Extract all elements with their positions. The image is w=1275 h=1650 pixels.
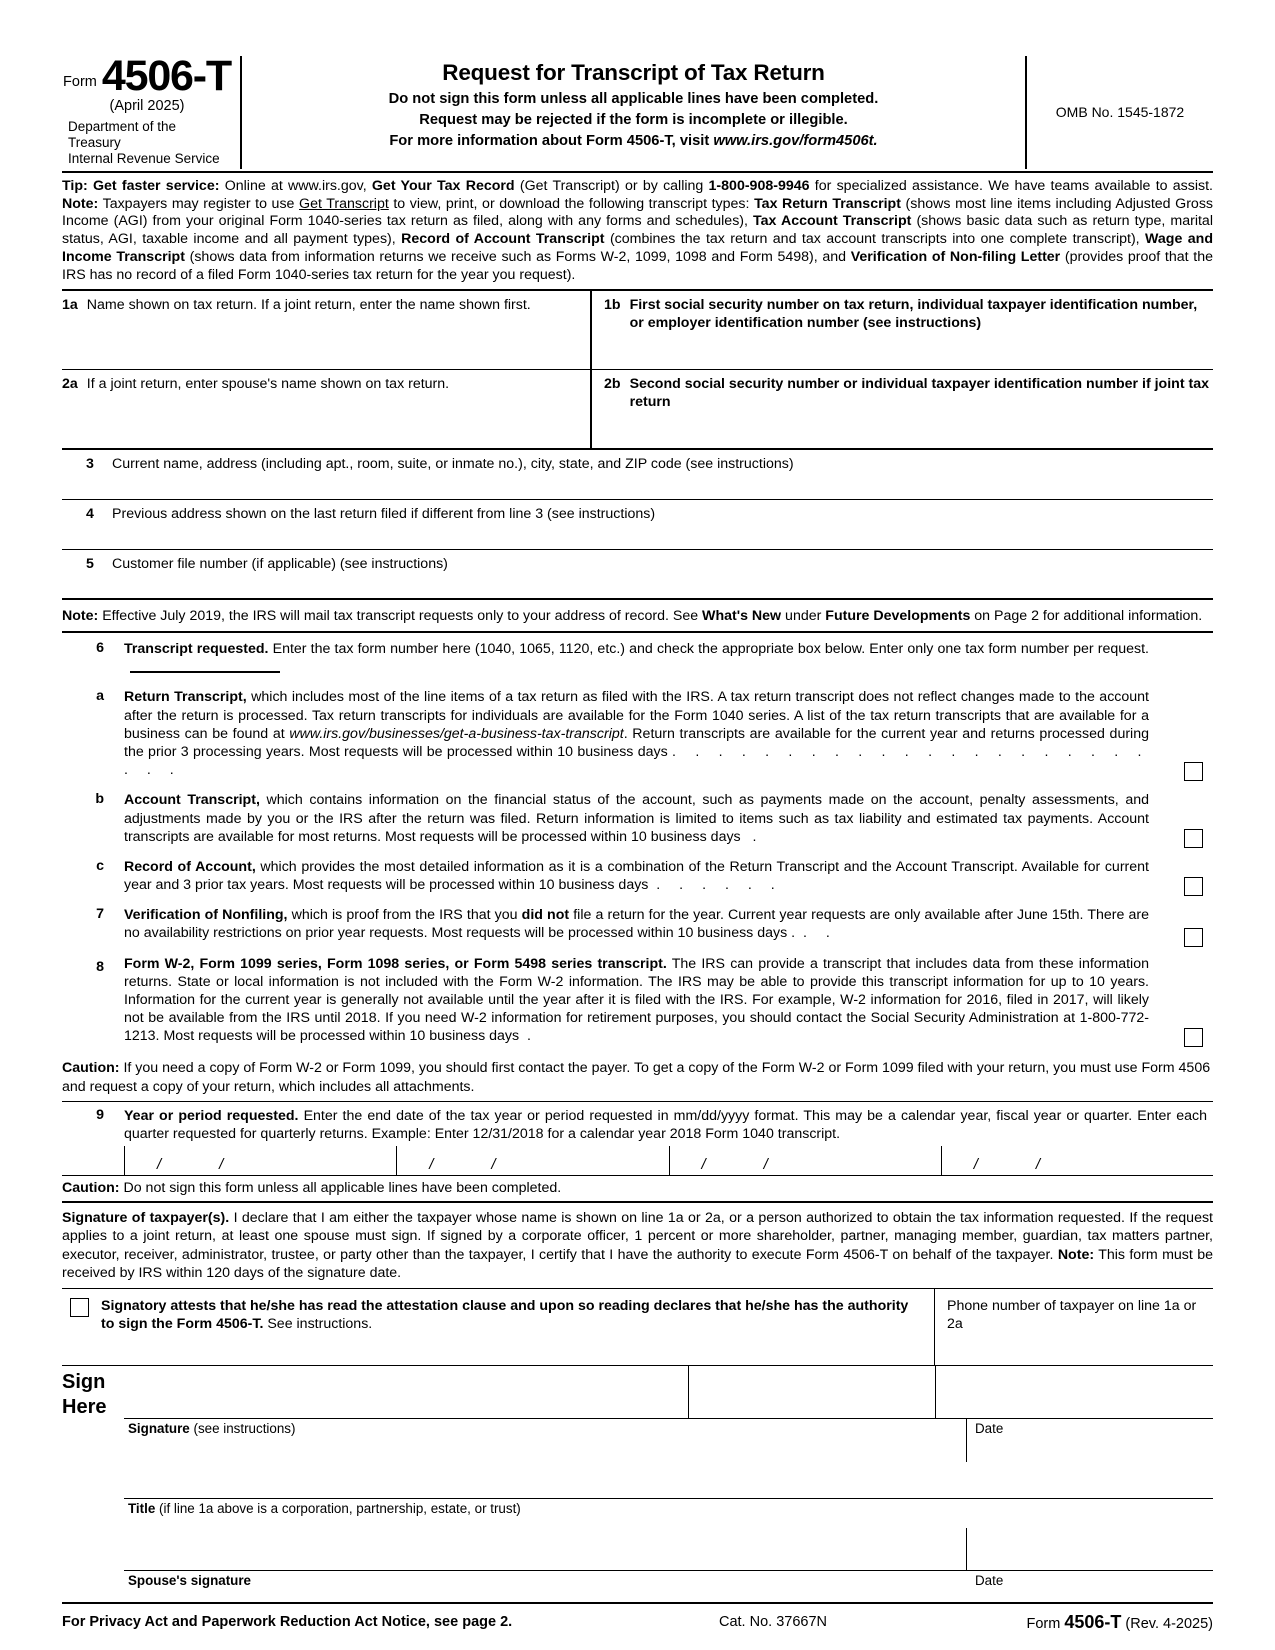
- date-slash-3b: /: [763, 1156, 768, 1174]
- get-your-tax-record-label: Get Your Tax Record: [371, 177, 515, 194]
- footer-form-number: 4506-T: [1064, 1611, 1122, 1632]
- tip-text-7: (shows basic data such as return type, marital status, AGI, taxable income and all payment types),: [62, 213, 1213, 248]
- year-period-cell-4[interactable]: [941, 1146, 1213, 1175]
- business-transcript-url[interactable]: www.irs.gov/businesses/get-a-business-tax-transcript: [289, 725, 624, 742]
- form-revision-date: (April 2025): [109, 97, 185, 114]
- title-caption-row: [124, 1498, 1213, 1528]
- note-text-3: on Page 2 for additional information.: [970, 607, 1203, 624]
- title-caption-cell: [124, 1499, 1213, 1528]
- line-1b-number: 1b: [604, 296, 621, 313]
- item-9-number: 9: [96, 1106, 104, 1123]
- omb-number: OMB No. 1545-1872: [1055, 104, 1185, 121]
- signature-declaration: [62, 1203, 1213, 1289]
- tax-return-transcript-label: Tax Return Transcript: [754, 195, 901, 212]
- spouse-signature-input[interactable]: [124, 1528, 967, 1570]
- line-3-number: 3: [86, 455, 94, 472]
- phone-number-field[interactable]: [935, 1289, 1213, 1365]
- attestation-bold-text: Signatory attests that he/she has read the attestation clause and upon so reading declares that he/she has the authority to sign the Form 4506-T.: [101, 1297, 909, 1333]
- item-a-body: [124, 688, 1213, 779]
- sign-here-label: [62, 1366, 124, 1602]
- item-9-body: [124, 1107, 1213, 1143]
- item-6-bold-label: Transcript requested.: [124, 641, 269, 658]
- year-row-spacer: [62, 1146, 124, 1175]
- item-b-letter: b: [95, 791, 104, 808]
- phone-input[interactable]: [935, 1366, 1213, 1418]
- spouse-signature-entry-area[interactable]: [124, 1528, 1213, 1570]
- signature-fields: [124, 1366, 1213, 1602]
- taxpayer-identity-grid: [62, 291, 1213, 450]
- line-2b-number: 2b: [604, 375, 621, 392]
- privacy-act-notice: For Privacy Act and Paperwork Reduction Act Notice, see page 2.: [62, 1614, 513, 1631]
- signature-caption-bold: Signature: [128, 1420, 190, 1436]
- form-header: [62, 52, 1213, 173]
- item-a-leader-dots: . . . . . . . . . . . . . . . . . . . . . . . .: [124, 743, 1149, 779]
- signature-date-input[interactable]: [689, 1366, 935, 1418]
- note-text-1: Effective July 2019, the IRS will mail tax transcript requests only to your address of record. See: [98, 607, 703, 624]
- form-identity-block: [62, 52, 242, 169]
- caution-1-label: Caution:: [62, 1060, 120, 1077]
- header-subtitle-3: [252, 133, 1015, 149]
- item-a: [62, 688, 1213, 779]
- signature-declaration-text-1: I declare that I am either the taxpayer whose name is shown on line 1a or 2a, or a person authorized to obtain the tax information requested. If the request applies to a joint return, at least one spouse must sign. If signed by a corporate officer, 1 percent or more shareholder, partner, managing member, guardian, tax matters partner, executor, receiver, administrator, trustee, or party other than the taxpayer, I certify that I have the authority to execute Form 4506-T on behalf of the taxpayer.: [62, 1210, 1213, 1263]
- item-b: [62, 791, 1213, 846]
- item-7-text-2: file a return for the year. Current year requests are only available after June 15th. There are no availability restrictions on prior year requests. Most requests will be processed within 10 business days .: [124, 907, 1150, 942]
- caution-do-not-sign: [62, 1176, 1213, 1201]
- signature-entry-area[interactable]: [124, 1366, 1213, 1418]
- caution-2-text: Do not sign this form unless all applicable lines have been completed.: [119, 1180, 562, 1197]
- header-subtitle-3-prefix: For more information about Form 4506-T, visit: [389, 133, 714, 149]
- footer-form-word: Form: [1026, 1615, 1061, 1632]
- date-slash-1b: /: [219, 1156, 224, 1174]
- line-1-row: [62, 291, 1213, 370]
- field-1a[interactable]: [62, 291, 592, 369]
- transcript-items-list: [62, 633, 1213, 1045]
- sign-here-section: [62, 1366, 1213, 1602]
- item-9-text: Enter the end date of the tax year or period requested in mm/dd/yyyy format. This may be a calendar year, fiscal year or quarter. Enter each quarter requested for quarterly returns. Example: Enter 12/31/2018 for a calendar year 2018 Form 1040 transcript.: [124, 1107, 1207, 1142]
- note-text-2: under: [781, 607, 826, 624]
- department-line-1: Department of the Treasury: [68, 118, 177, 150]
- get-transcript-link[interactable]: Get Transcript: [299, 195, 389, 212]
- tip-text-1: Online at www.irs.gov,: [219, 177, 372, 194]
- item-a-letter: a: [96, 688, 104, 705]
- footer-form-revision: (Rev. 4-2025): [1121, 1615, 1213, 1632]
- wage-and-income-transcript-label: Wage and Income Transcript: [62, 231, 1214, 266]
- year-period-cell-1[interactable]: [124, 1146, 396, 1175]
- tip-paragraph: [62, 173, 1213, 291]
- item-7-leader-dots: . .: [802, 925, 838, 942]
- tax-account-transcript-label: Tax Account Transcript: [753, 213, 912, 230]
- form-url-link[interactable]: www.irs.gov/form4506t.: [713, 133, 878, 149]
- sign-here-line-1: Sign: [62, 1370, 106, 1393]
- checkbox-verification-of-nonfiling[interactable]: [1184, 928, 1203, 947]
- spouse-caption-cell: [124, 1571, 967, 1602]
- date-slash-2a: /: [429, 1156, 434, 1174]
- item-b-text: which contains information on the financial status of the account, such as payments made on the account, penalty assessments, and adjustments made by you or the IRS after the return was filed. Return information is limited to items such as tax liability and estimated tax payments. Account transcripts are available for most returns. Most requests will be processed within 10 business days: [124, 792, 1149, 845]
- signature-note-label: Note:: [1057, 1246, 1095, 1263]
- tip-text-4: Taxpayers may register to use: [98, 195, 300, 212]
- signature-caption-note: (see instructions): [189, 1420, 296, 1436]
- tip-text-5: to view, print, or download the following transcript types:: [388, 195, 755, 212]
- item-8-leader-dots: .: [527, 1028, 539, 1045]
- item-c-text: which provides the most detailed information as it is a combination of the Return Transcript and the Account Transcript. Available for current year and 3 prior tax years. Most requests will be processed within 10 business days: [124, 858, 1149, 894]
- page-title: Request for Transcript of Tax Return: [442, 60, 825, 85]
- year-period-input-row: [62, 1146, 1213, 1176]
- tip-text-10: (provides proof that the IRS has no record of a filed Form 1040-series tax return for the year you request).: [62, 249, 1213, 284]
- date-slash-3a: /: [701, 1156, 706, 1174]
- header-subtitle-1: Do not sign this form unless all applicable lines have been completed.: [388, 91, 879, 107]
- catalog-number: Cat. No. 37667N: [718, 1614, 827, 1631]
- checkbox-signatory-attests[interactable]: [70, 1298, 89, 1317]
- signature-declaration-text-2: This form must be received by IRS within 120 days of the signature date.: [62, 1246, 1213, 1281]
- field-3[interactable]: [62, 450, 1213, 500]
- date-caption-label: Date: [975, 1420, 1004, 1436]
- title-entry-area[interactable]: [124, 1462, 1213, 1498]
- field-1b[interactable]: [592, 291, 1213, 369]
- item-7-text-1: which is proof from the IRS that you: [287, 907, 522, 924]
- attestation-block[interactable]: [62, 1289, 935, 1365]
- title-input[interactable]: [124, 1462, 1213, 1498]
- item-6-text: Enter the tax form number here (1040, 1065, 1120, etc.) and check the appropriate box below. Enter only one tax form number per request.: [268, 641, 1149, 658]
- year-or-period-label: Year or period requested.: [124, 1107, 299, 1124]
- spouse-date-input[interactable]: [967, 1528, 1213, 1570]
- title-caption-bold: Title: [128, 1500, 156, 1516]
- line-2a-number: 2a: [62, 375, 78, 392]
- line-2b-label: Second social security number or individual taxpayer identification number if joint tax return: [629, 375, 1210, 410]
- item-6-body: [124, 640, 1213, 676]
- sign-here-line-2: Here: [62, 1395, 107, 1418]
- title-caption-note: (if line 1a above is a corporation, partnership, estate, or trust): [155, 1500, 521, 1516]
- signature-of-taxpayers-label: Signature of taxpayer(s).: [62, 1210, 230, 1227]
- divider-above-line-9: [62, 1101, 1213, 1102]
- signature-caption-row: [124, 1418, 1213, 1462]
- spouse-date-caption-label: Date: [975, 1572, 1004, 1588]
- form-word-label: Form: [63, 73, 97, 90]
- record-of-account-label: Record of Account,: [124, 858, 256, 875]
- item-a-text-1: which includes most of the line items of a tax return as filed with the IRS. A tax return transcript does not reflect changes made to the account after the return is processed. Tax return transcripts for individuals are available for the Form 1040 series. A list of the tax return transcripts that are available for a business can be found at: [124, 689, 1149, 742]
- tip-label: Tip: Get faster service:: [62, 177, 220, 194]
- form-number: 4506-T: [101, 52, 231, 100]
- item-7-body: [124, 906, 1213, 942]
- mailing-note: [62, 600, 1213, 633]
- item-8: [62, 955, 1213, 1046]
- return-transcript-label: Return Transcript,: [124, 689, 247, 706]
- tax-form-number-input[interactable]: [130, 659, 280, 673]
- caution-1-text: If you need a copy of Form W-2 or Form 1099, you should first contact the payer. To get a copy of the Form W-2 or Form 1099 filed with your return, you must use Form 4506 and request a copy of your return, which includes all attachments.: [62, 1060, 1211, 1095]
- checkbox-wage-and-income[interactable]: [1184, 1028, 1203, 1047]
- tip-text-8: (combines the tax return and tax account transcripts into one complete transcript),: [604, 231, 1146, 248]
- item-c-letter: c: [96, 857, 104, 874]
- tip-text-6: (shows most line items including Adjusted Gross Income (AGI) from your original Form 1040-series tax return as filed, along with any forms and schedules),: [62, 195, 1214, 230]
- tip-text-9: (shows data from information returns we receive such as Forms W-2, 1099, 1098 and Form 5498), and: [184, 249, 851, 266]
- wage-income-forms-label: Form W-2, Form 1099 series, Form 1098 series, or Form 5498 series transcript.: [124, 955, 667, 972]
- field-4[interactable]: [62, 500, 1213, 550]
- item-8-number: 8: [96, 958, 104, 975]
- phone-number-label: Phone number of taxpayer on line 1a or 2a: [947, 1297, 1197, 1333]
- date-slash-4b: /: [1035, 1156, 1041, 1174]
- attestation-row: [62, 1289, 1213, 1366]
- line-2-row: [62, 370, 1213, 448]
- date-caption-cell: [967, 1419, 1213, 1462]
- item-c: [62, 858, 1213, 894]
- field-5[interactable]: [62, 550, 1213, 600]
- line-5-number: 5: [86, 555, 94, 572]
- date-slash-2b: /: [491, 1156, 496, 1174]
- item-b-leader-dots: .: [752, 828, 764, 845]
- line-1b-label: First social security number on tax return, individual taxpayer identification number, or employer identification number (see instructions): [629, 296, 1198, 331]
- item-8-text: The IRS can provide a transcript that includes data from these information returns. State or local information is not included with the Form W-2 information. The IRS may be able to provide this transcript information for up to 10 years. Information for the current year is generally not available until the year after it is filed with the IRS. For example, W-2 information for 2016, filed in 2017, will likely not be available from the IRS until 2018. If you need W-2 information for retirement purposes, you should contact the Social Security Administration at 1-800-772-1213. Most requests will be processed within 10 business days: [124, 955, 1149, 1045]
- form-title-block: [242, 56, 1027, 169]
- line-1a-number: 1a: [62, 296, 78, 313]
- irs-phone-number: 1-800-908-9946: [708, 177, 810, 194]
- line-4-label: Previous address shown on the last return filed if different from line 3 (see instructions): [112, 505, 656, 522]
- note-label: Note:: [62, 195, 99, 212]
- date-slash-4a: /: [973, 1156, 978, 1174]
- item-b-body: [124, 791, 1213, 846]
- field-2a[interactable]: [62, 370, 592, 448]
- tip-text-3: for specialized assistance. We have teams available to assist.: [809, 177, 1213, 194]
- checkbox-return-transcript[interactable]: [1184, 762, 1203, 781]
- future-developments-label: Future Developments: [825, 607, 971, 624]
- item-9: [62, 1107, 1213, 1143]
- attestation-text: [101, 1297, 920, 1357]
- attestation-see-instructions: See instructions.: [263, 1316, 373, 1333]
- year-period-cell-2[interactable]: [396, 1146, 668, 1175]
- footer-form-identity: [923, 1612, 1213, 1633]
- item-7: [62, 906, 1213, 942]
- department-line-2: Internal Revenue Service: [68, 150, 220, 166]
- caution-2-label: Caution:: [62, 1180, 120, 1197]
- did-not-emphasis: did not: [521, 907, 570, 924]
- account-transcript-label: Account Transcript,: [124, 792, 260, 809]
- line-1a-label: Name shown on tax return. If a joint return, enter the name shown first.: [86, 296, 531, 313]
- signature-caption-cell: [124, 1419, 967, 1462]
- checkbox-account-transcript[interactable]: [1184, 829, 1203, 848]
- whats-new-label: What's New: [702, 607, 782, 624]
- signature-input[interactable]: [124, 1366, 689, 1418]
- spouse-signature-caption: Spouse's signature: [128, 1572, 251, 1588]
- note-bold-label: Note:: [62, 607, 99, 624]
- spouse-date-caption-cell: [967, 1571, 1213, 1602]
- verification-of-nonfiling-label: Verification of Nonfiling,: [124, 907, 288, 924]
- item-6-number: 6: [96, 640, 104, 657]
- form-footer: [62, 1602, 1213, 1633]
- field-2b[interactable]: [592, 370, 1213, 448]
- item-a-text-2: . Return transcripts are available for the current year and returns processed during the prior 3 processing years. Most requests will be processed within 10 business days: [124, 725, 1149, 760]
- caution-w2-1099: [62, 1057, 1213, 1100]
- tip-text-2: (Get Transcript) or by calling: [514, 177, 709, 194]
- verification-of-nonfiling-letter-label: Verification of Non-filing Letter: [850, 249, 1061, 266]
- date-slash-1a: /: [157, 1156, 162, 1174]
- line-3-label: Current name, address (including apt., room, suite, or inmate no.), city, state, and ZIP code (see instructions): [112, 455, 794, 472]
- item-c-leader-dots: . . . . . .: [656, 877, 783, 894]
- spouse-caption-row: [124, 1570, 1213, 1602]
- record-of-account-transcript-label: Record of Account Transcript: [401, 231, 605, 248]
- header-subtitle-2: Request may be rejected if the form is incomplete or illegible.: [419, 112, 848, 128]
- checkbox-record-of-account[interactable]: [1184, 877, 1203, 896]
- line-4-number: 4: [86, 505, 94, 522]
- line-2a-label: If a joint return, enter spouse's name shown on tax return.: [86, 375, 450, 392]
- line-5-label: Customer file number (if applicable) (see instructions): [112, 555, 448, 572]
- year-period-cell-3[interactable]: [669, 1146, 941, 1175]
- item-c-body: [124, 858, 1213, 894]
- item-6: [62, 640, 1213, 676]
- item-8-body: [124, 955, 1213, 1046]
- item-7-number: 7: [96, 906, 104, 923]
